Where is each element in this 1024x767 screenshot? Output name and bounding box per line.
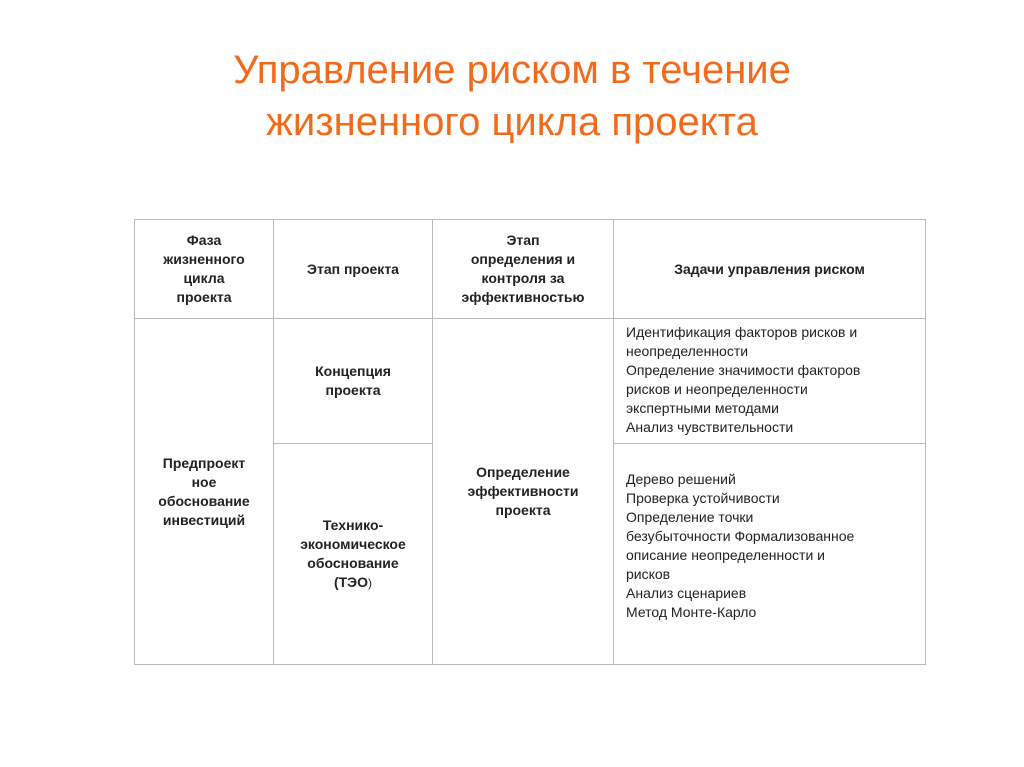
task-item: безубыточности Формализованное: [626, 528, 855, 544]
tasks-cell-bottom: [614, 444, 926, 665]
header-stage-line: Этап проекта: [307, 260, 399, 277]
task-item: Дерево решений: [626, 471, 736, 487]
header-phase-line: жизненного: [163, 251, 245, 267]
header-phase: [135, 220, 274, 319]
phase-cell-line: инвестиций: [162, 511, 246, 528]
slide-title: [0, 44, 1024, 148]
header-control-line: определения и: [470, 251, 576, 267]
header-stage: [274, 220, 433, 319]
task-item: экспертными методами: [626, 400, 779, 416]
task-item: Определение значимости факторов: [626, 362, 861, 378]
title-line-1: Управление риском в течение: [233, 48, 791, 92]
header-row: [135, 220, 926, 319]
header-tasks: [614, 220, 926, 319]
phase-cell-line: Предпроект: [162, 454, 246, 471]
stage-cell-concept: [274, 319, 433, 444]
header-tasks-line: Задачи управления риском: [674, 260, 865, 277]
control-cell-line: эффективности: [467, 483, 579, 499]
control-cell: [433, 319, 614, 665]
control-cell-line: проекта: [495, 502, 551, 518]
header-control-line: эффективностью: [461, 289, 585, 305]
stage-teo-line: обоснование: [307, 554, 399, 571]
task-item: описание неопределенности и: [626, 547, 825, 563]
task-item: неопределенности: [626, 343, 749, 359]
stage-teo-line: [280, 573, 426, 593]
title-line-2: жизненного цикла проекта: [266, 100, 758, 144]
phase-cell-line: ное: [191, 473, 217, 490]
stage-concept-line: Концепция: [315, 363, 391, 379]
control-cell-line: Определение: [476, 464, 570, 480]
stage-teo-abbrev: (ТЭО: [333, 573, 369, 590]
task-item: Идентификация факторов рисков и: [626, 324, 858, 340]
risk-management-table: [134, 219, 926, 665]
task-item: Анализ сценариев: [626, 585, 747, 601]
stage-concept-line: проекта: [325, 382, 381, 398]
stage-teo-suffix: ): [368, 575, 373, 590]
stage-cell-teo: [274, 444, 433, 665]
task-item: рисков: [626, 566, 671, 582]
header-phase-line: проекта: [176, 289, 232, 305]
task-item: Метод Монте-Карло: [626, 604, 757, 620]
stage-teo-line: экономическое: [300, 535, 406, 552]
header-control-line: Этап: [506, 232, 540, 248]
stage-teo-line: Технико-: [322, 516, 384, 533]
header-control: [433, 220, 614, 319]
task-item: Определение точки: [626, 509, 754, 525]
header-phase-line: Фаза: [186, 232, 222, 248]
tasks-cell-top: [614, 319, 926, 444]
task-item: Анализ чувствительности: [626, 419, 794, 435]
task-item: Проверка устойчивости: [626, 490, 780, 506]
phase-cell: [135, 319, 274, 665]
header-control-line: контроля за: [481, 270, 565, 286]
table-row: [135, 319, 926, 444]
task-item: рисков и неопределенности: [626, 381, 808, 397]
phase-cell-line: обоснование: [158, 492, 250, 509]
header-phase-line: цикла: [183, 270, 225, 286]
